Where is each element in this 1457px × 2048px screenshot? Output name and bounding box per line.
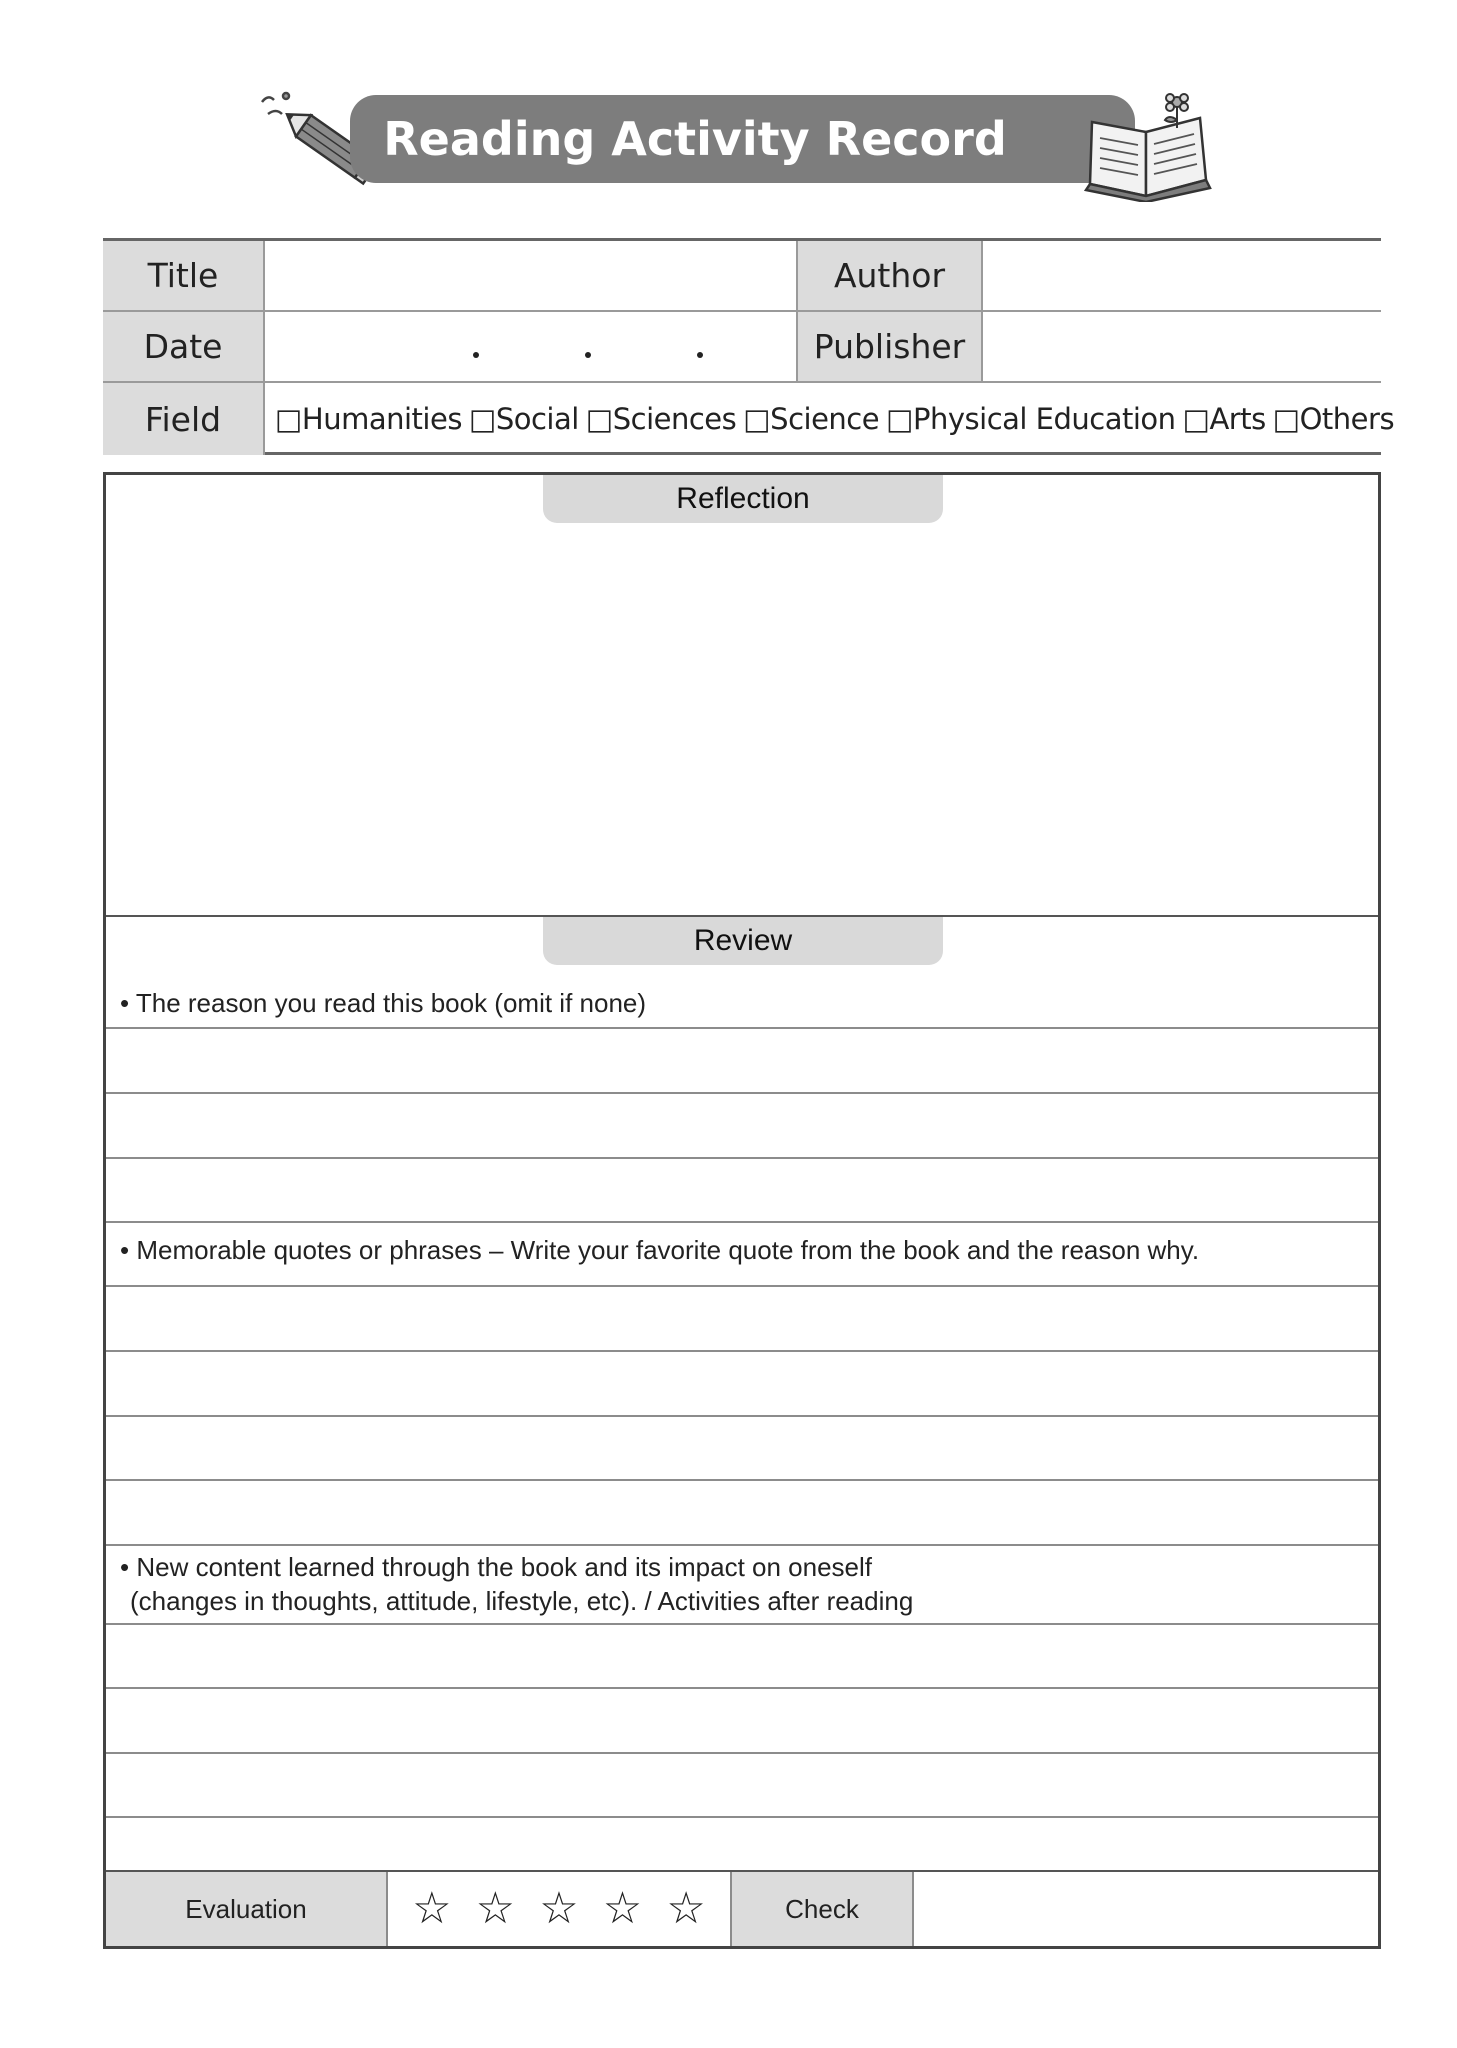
writing-line <box>106 1816 1378 1818</box>
title-label: Title <box>103 241 263 310</box>
writing-line <box>106 1027 1378 1029</box>
field-option-physical-education[interactable]: □Physical Education <box>886 402 1176 436</box>
evaluation-label: Evaluation <box>106 1872 386 1946</box>
star-icon[interactable]: ☆ <box>666 1883 706 1934</box>
writing-line <box>106 1415 1378 1417</box>
field-options <box>263 383 1395 455</box>
writing-line <box>106 1221 1378 1223</box>
review-tab: Review <box>543 917 943 965</box>
field-option-humanities[interactable]: □Humanities <box>275 402 462 436</box>
field-option-social[interactable]: □Social <box>468 402 579 436</box>
author-field[interactable] <box>981 241 1381 310</box>
field-option-science[interactable]: □Science <box>743 402 880 436</box>
writing-line <box>106 1157 1378 1159</box>
page-title: Reading Activity Record <box>383 112 1007 166</box>
writing-line <box>106 1285 1378 1287</box>
date-field[interactable] <box>263 312 798 381</box>
evaluation-row <box>106 1870 1378 1946</box>
info-row-date <box>103 312 1381 383</box>
writing-line <box>106 1623 1378 1625</box>
star-icon[interactable]: ☆ <box>475 1883 516 1934</box>
date-label: Date <box>103 312 263 381</box>
info-row-field <box>103 383 1395 455</box>
info-row-title <box>103 241 1381 312</box>
star-rating[interactable] <box>386 1872 732 1946</box>
writing-line <box>106 1687 1378 1689</box>
review-prompt-learned: • New content learned through the book and its impact on oneself <box>120 1552 873 1582</box>
writing-line <box>106 1350 1378 1352</box>
publisher-label: Publisher <box>798 312 981 381</box>
date-separator <box>697 352 703 358</box>
field-option-arts[interactable]: □Arts <box>1182 402 1266 436</box>
header-banner <box>260 95 1135 183</box>
date-separator <box>473 352 479 358</box>
star-icon[interactable]: ☆ <box>412 1883 452 1934</box>
author-label: Author <box>798 241 981 310</box>
book-info-table <box>103 238 1395 455</box>
field-option-others[interactable]: □Others <box>1272 402 1395 436</box>
writing-line <box>106 1752 1378 1754</box>
title-field[interactable] <box>263 241 798 310</box>
record-main-box <box>103 472 1381 1949</box>
writing-line <box>106 1092 1378 1094</box>
field-label: Field <box>103 383 263 455</box>
star-icon[interactable]: ☆ <box>602 1883 643 1934</box>
review-prompt-quotes: • Memorable quotes or phrases – Write your favorite quote from the book and the reason why. <box>120 1235 1200 1265</box>
reflection-tab: Reflection <box>543 475 943 523</box>
field-option-sciences[interactable]: □Sciences <box>585 402 737 436</box>
publisher-field[interactable] <box>981 312 1381 381</box>
star-icon[interactable]: ☆ <box>539 1883 579 1934</box>
review-prompt-reason: • The reason you read this book (omit if none) <box>120 988 647 1018</box>
writing-line <box>106 1544 1378 1546</box>
check-field[interactable] <box>912 1872 1378 1946</box>
writing-line <box>106 1479 1378 1481</box>
review-prompt-learned-detail: (changes in thoughts, attitude, lifestyle, etc). / Activities after reading <box>130 1586 914 1616</box>
open-book-icon <box>1082 92 1217 202</box>
check-label: Check <box>732 1872 912 1946</box>
reflection-area[interactable] <box>106 525 1378 913</box>
date-separator <box>585 352 591 358</box>
